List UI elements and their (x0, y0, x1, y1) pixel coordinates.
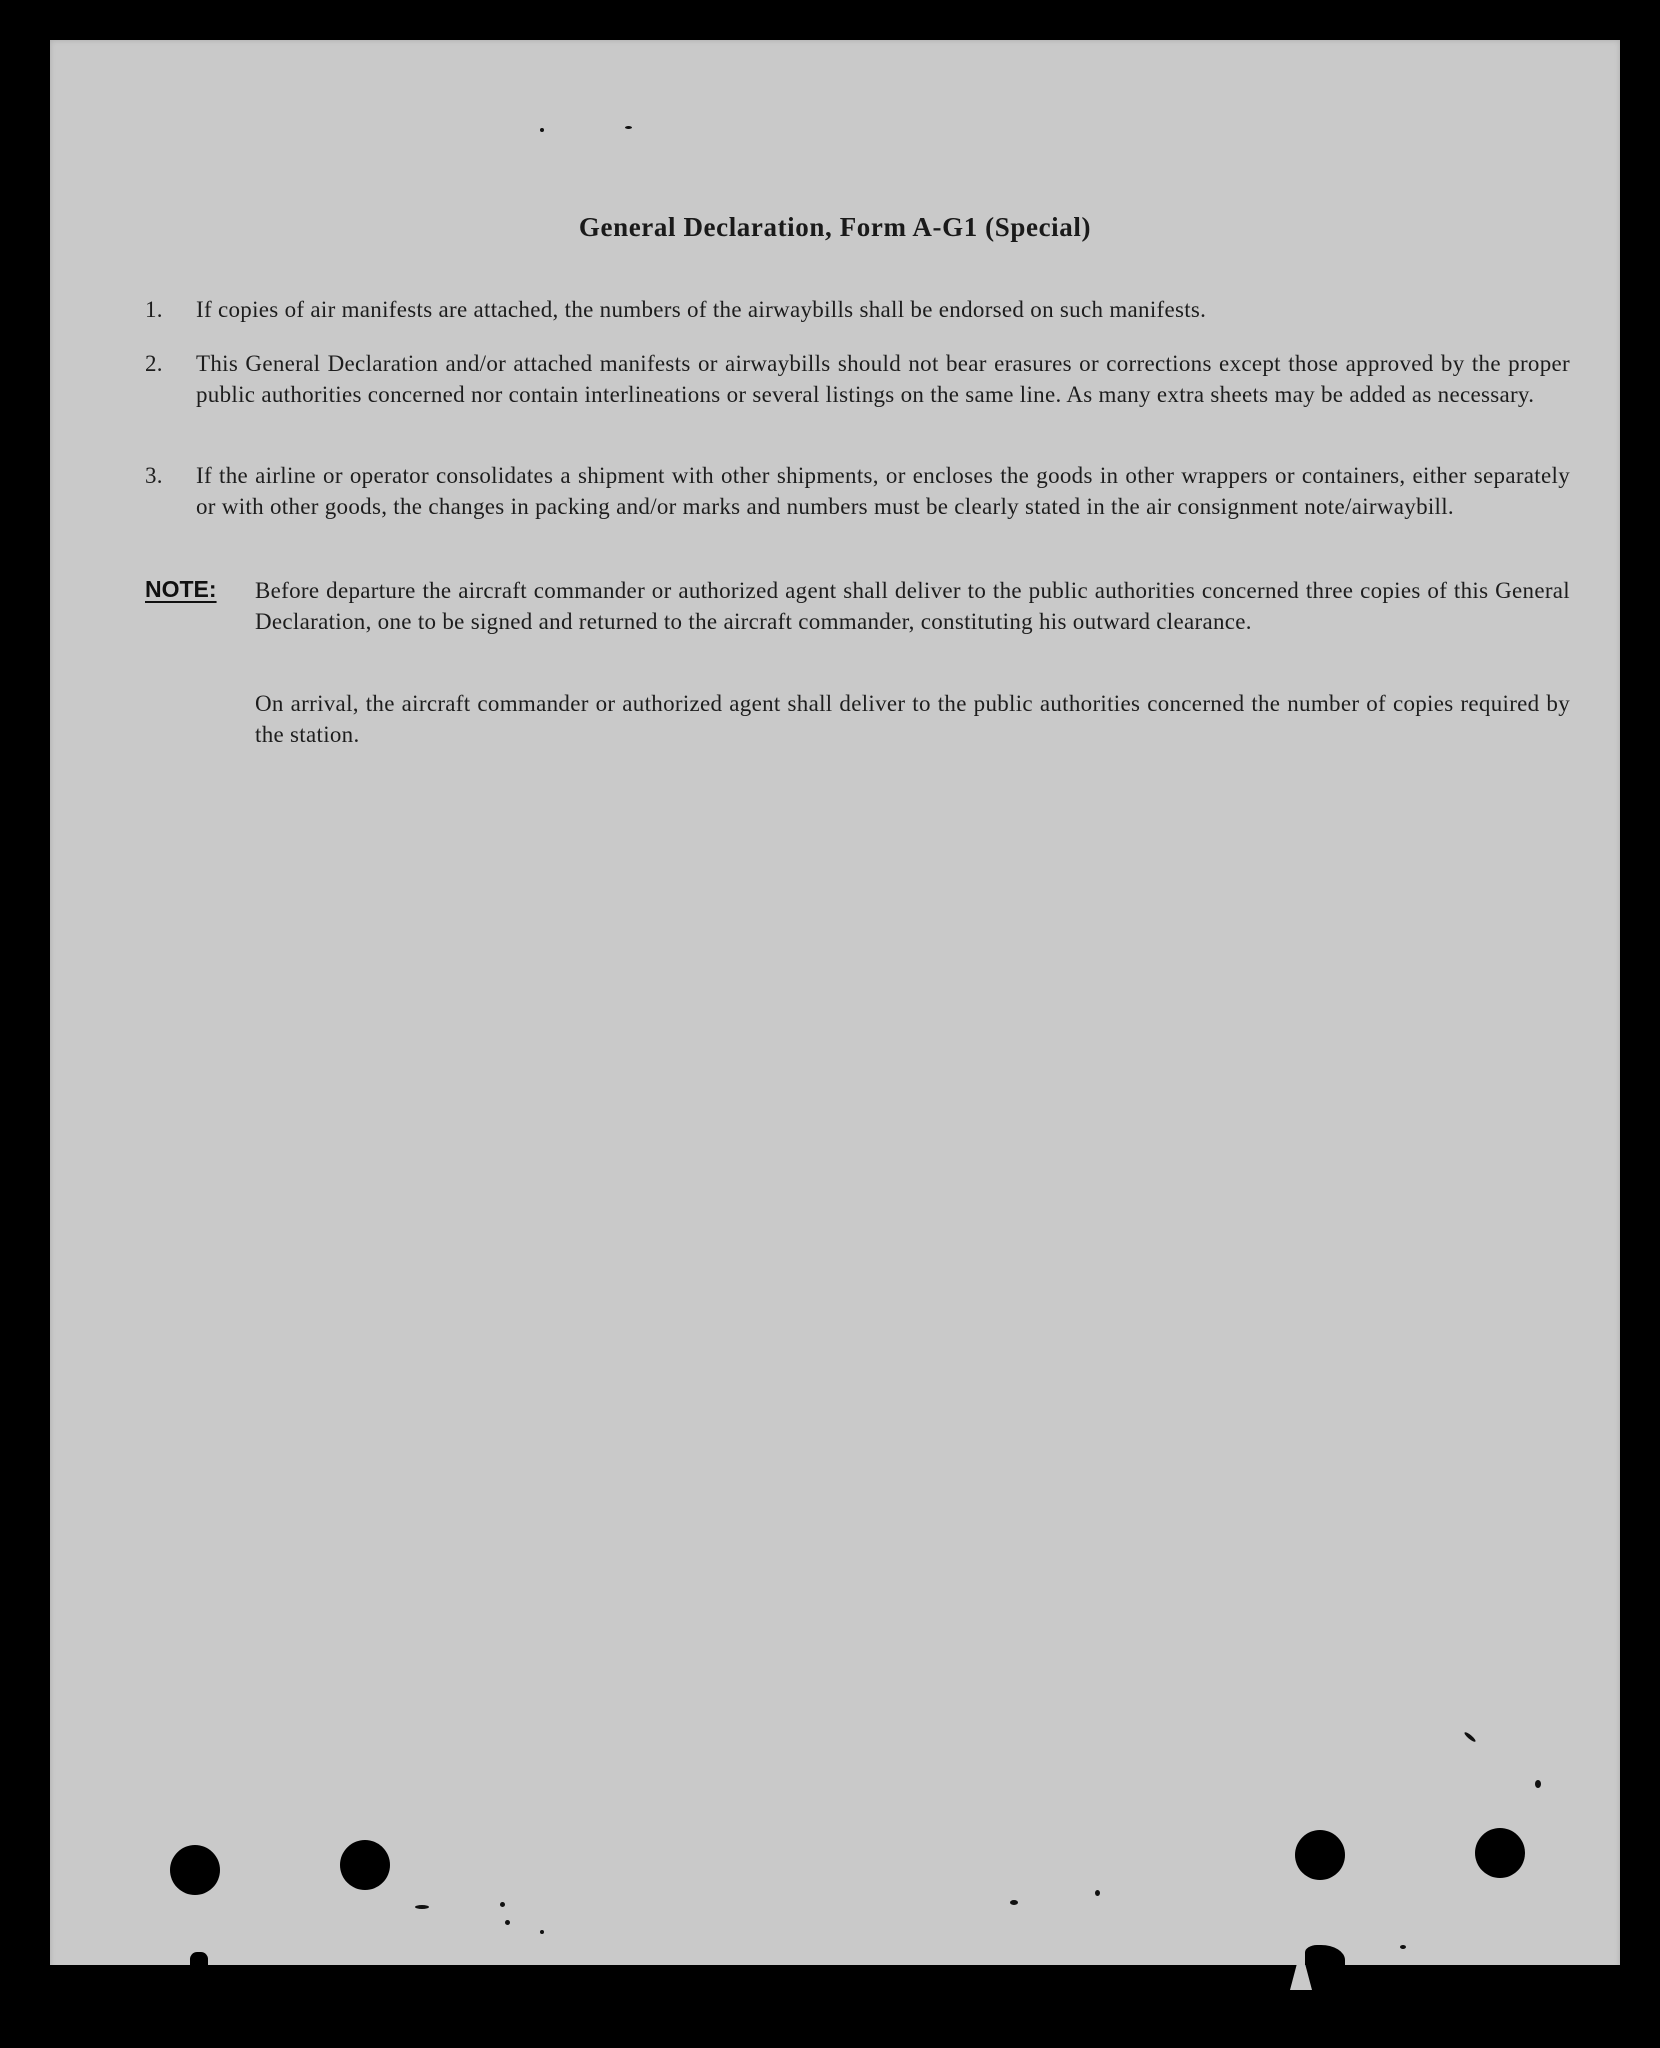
scan-speck (540, 1930, 544, 1934)
note-paragraph: On arrival, the aircraft commander or authorized agent shall deliver to the public authorities concerned the number of copies required by the station. (255, 691, 1570, 747)
scan-speck (505, 1920, 510, 1925)
document-title: General Declaration, Form A-G1 (Special) (578, 212, 1092, 242)
note-label: NOTE: (145, 576, 217, 602)
punch-hole (340, 1840, 390, 1890)
punch-hole (170, 1845, 220, 1895)
scan-speck (625, 126, 632, 129)
punch-hole (1475, 1828, 1525, 1878)
item-text: If copies of air manifests are attached, the numbers of the airwaybills shall be endorsed on such manifests. (196, 297, 1207, 322)
note-paragraph: Before departure the aircraft commander or authorized agent shall deliver to the public authorities concerned three copies of this General Declaration, one to be signed and returned to the aircraft commander, constituting his outward clearance. (255, 578, 1570, 634)
edge-tear (1305, 1945, 1345, 1970)
document-sheet (50, 40, 1620, 1970)
item-text: If the airline or operator consolidates a shipment with other shipments, or encloses the goods in other wrappers or containers, either separately or with other goods, the changes in packing and/or marks and numbers must be clearly stated in the air consignment note/airwaybill. (196, 463, 1570, 519)
scan-speck (1010, 1900, 1018, 1905)
item-number: 1. (145, 297, 163, 322)
scan-speck (1463, 1731, 1476, 1743)
scan-speck (500, 1902, 505, 1907)
scan-speck (1400, 1945, 1406, 1949)
item-number: 3. (145, 463, 163, 488)
scan-speck (1095, 1890, 1100, 1896)
scan-speck (415, 1905, 429, 1909)
punch-hole (1295, 1830, 1345, 1880)
scan-speck (540, 128, 544, 132)
edge-tear (190, 1952, 208, 1970)
item-text: This General Declaration and/or attached manifests or airwaybills should not bear erasures or corrections except those approved by the proper public authorities concerned nor contain interlineations or several listings on the same line. As many extra sheets may be added as necessary. (196, 351, 1570, 407)
scan-speck (1535, 1780, 1541, 1788)
item-number: 2. (145, 351, 163, 376)
bottom-edge-shadow (50, 1965, 1620, 1970)
